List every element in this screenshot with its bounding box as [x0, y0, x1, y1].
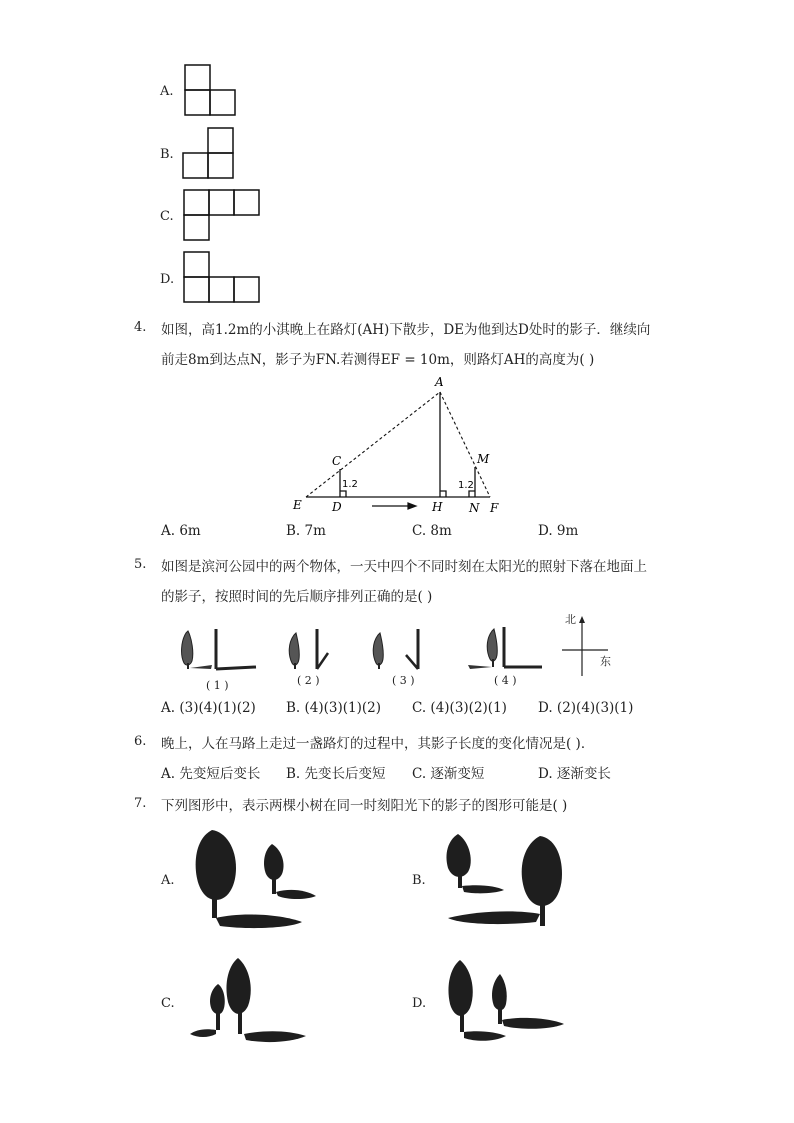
q7-option-c-trees	[188, 954, 328, 1050]
q5-option-a[interactable]: A. (3)(4)(1)(2)	[161, 700, 256, 716]
q7-option-b-trees	[440, 826, 580, 934]
q7-option-a-label[interactable]: A.	[161, 873, 175, 888]
q5-text-line1: 如图是滨河公园中的两个物体，一天中四个不同时刻在太阳光的照射下落在地面上	[161, 559, 647, 575]
q4-height-label-2: 1.2	[458, 480, 474, 491]
q5-caption-1: ( 1 )	[206, 679, 229, 692]
q4-label-n: N	[469, 501, 480, 515]
q4-text-line2: 前走8m到达点N，影子为FN.若测得EF = 10m，则路灯AH的高度为( )	[161, 352, 595, 368]
q5-caption-2: ( 2 )	[297, 674, 320, 687]
q5-caption-4: ( 4 )	[494, 674, 517, 687]
q3-option-b-label: B.	[160, 147, 174, 162]
q4-label-f: F	[490, 501, 499, 515]
q6-option-b[interactable]: B. 先变长后变短	[286, 766, 386, 782]
q4-label-h: H	[432, 500, 443, 514]
q7-option-d-label[interactable]: D.	[412, 996, 427, 1011]
q5-shadow-figure-1	[178, 625, 260, 673]
q3-option-d-label: D.	[160, 272, 175, 287]
q5-compass-north: 北	[565, 613, 576, 626]
q5-option-b[interactable]: B. (4)(3)(1)(2)	[286, 700, 381, 716]
q4-label-a: A	[435, 375, 444, 389]
q5-text-line2: 的影子，按照时间的先后顺序排列正确的是( )	[161, 589, 433, 605]
q6-option-c[interactable]: C. 逐渐变短	[412, 766, 485, 782]
q5-caption-3: ( 3 )	[392, 674, 415, 687]
q5-shadow-figure-3	[366, 625, 426, 673]
q7-option-d-trees	[440, 954, 580, 1050]
q3-option-d-figure	[183, 251, 263, 305]
q6-option-d[interactable]: D. 逐渐变长	[538, 766, 611, 782]
q5-number: 5.	[134, 557, 147, 572]
q4-option-c[interactable]: C. 8m	[412, 523, 452, 539]
q7-text-line1: 下列图形中，表示两棵小树在同一时刻阳光下的影子的图形可能是( )	[161, 798, 568, 814]
q4-label-e: E	[293, 498, 302, 512]
q7-option-c-label[interactable]: C.	[161, 996, 175, 1011]
q5-option-c[interactable]: C. (4)(3)(2)(1)	[412, 700, 507, 716]
q3-option-a-figure	[184, 64, 240, 116]
q3-option-c-figure	[183, 189, 263, 243]
q4-label-c: C	[332, 454, 342, 468]
q6-option-a[interactable]: A. 先变短后变长	[161, 766, 261, 782]
q7-option-b-label[interactable]: B.	[412, 873, 426, 888]
q3-option-a-label: A.	[160, 84, 174, 99]
q7-option-a-trees	[190, 828, 330, 934]
q4-number: 4.	[134, 320, 147, 335]
q4-height-label-1: 1.2	[342, 479, 358, 490]
q5-shadow-figure-4	[464, 623, 548, 671]
q4-option-d[interactable]: D. 9m	[538, 523, 579, 539]
q4-text-line1: 如图，高1.2m的小淇晚上在路灯(AH)下散步，DE为他到达D处时的影子．继续向	[161, 322, 651, 338]
q4-option-b[interactable]: B. 7m	[286, 523, 326, 539]
q4-option-a[interactable]: A. 6m	[161, 523, 201, 539]
q5-shadow-figure-2	[284, 625, 334, 673]
q6-text-line1: 晚上，人在马路上走过一盏路灯的过程中，其影子长度的变化情况是( )．	[161, 736, 595, 752]
q7-number: 7.	[134, 796, 147, 811]
q6-number: 6.	[134, 734, 147, 749]
q4-label-d: D	[332, 500, 342, 514]
q3-option-c-label: C.	[160, 209, 174, 224]
q4-street-lamp-figure	[290, 372, 510, 517]
q5-option-d[interactable]: D. (2)(4)(3)(1)	[538, 700, 634, 716]
q5-compass-east: 东	[600, 655, 611, 668]
q3-option-b-figure	[182, 127, 238, 181]
q4-label-m: M	[477, 452, 490, 466]
